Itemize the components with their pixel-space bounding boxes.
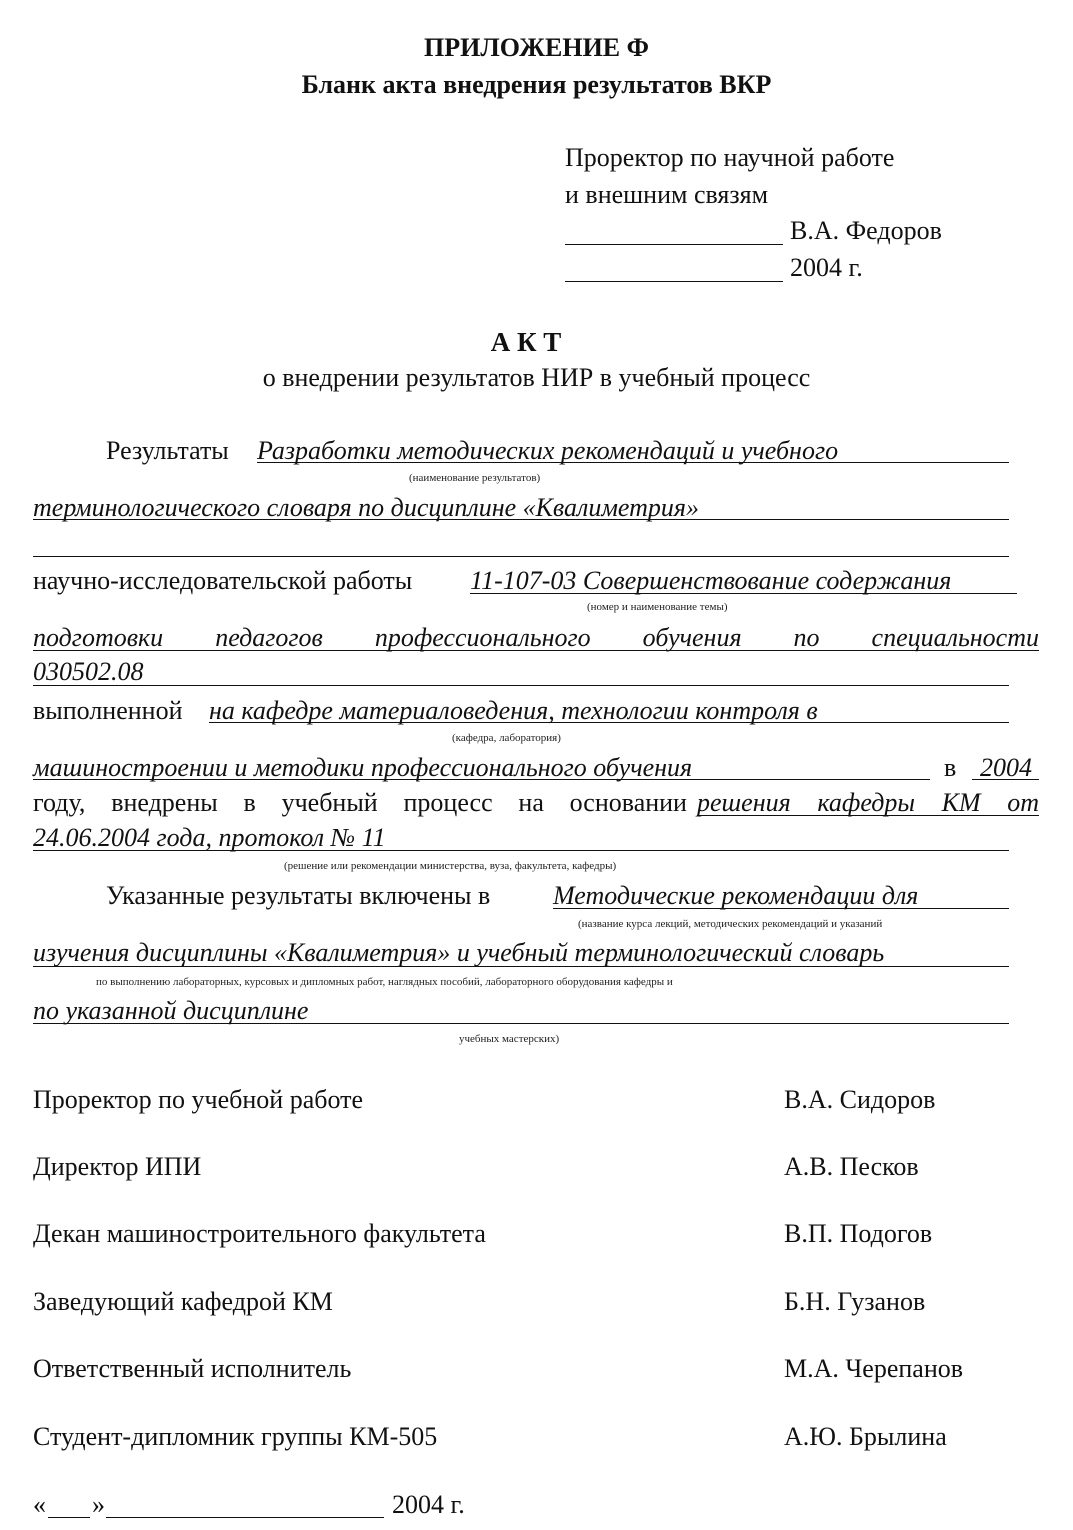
nir-label: научно-исследовательской работы	[33, 566, 413, 595]
dept-underline-2	[33, 779, 930, 780]
year-value: 2004	[980, 753, 1032, 782]
signature-name: А.Ю. Брылина	[784, 1422, 947, 1451]
results-caption: (наименование результатов)	[409, 472, 541, 484]
results-underline-2	[33, 519, 1009, 520]
nir-text-2	[33, 623, 1039, 653]
nir-word: по	[793, 623, 820, 652]
intro-word: внедрены	[111, 788, 218, 817]
approval-line-1: Проректор по научной работе	[565, 143, 895, 172]
nir-underline-2	[33, 650, 1039, 651]
signature-position: Студент-дипломник группы КМ-505	[33, 1422, 438, 1451]
act-title: А К Т	[490, 327, 562, 357]
nir-word: профессионального	[374, 623, 591, 652]
results-text-2: терминологического словаря по дисциплине «Квалиметрия»	[33, 493, 699, 522]
dept-text-1: на кафедре материаловедения, технологии контроля в	[209, 696, 818, 725]
approval-date-line	[565, 281, 783, 282]
year-underline	[972, 779, 1039, 780]
dept-underline-1	[209, 722, 1009, 723]
included-underline-2	[33, 966, 1009, 967]
basis-underline-2	[33, 850, 1009, 851]
nir-underline-1	[470, 593, 1017, 594]
included-caption-3: учебных мастерских)	[459, 1033, 560, 1045]
included-text-2: изучения дисциплины «Квалиметрия» и учебный терминологический словарь	[33, 938, 885, 967]
in-word: в	[944, 753, 957, 782]
signature-name: А.В. Песков	[784, 1152, 919, 1181]
results-text-1: Разработки методических рекомендаций и учебного	[257, 436, 839, 465]
signature-position: Заведующий кафедрой КМ	[33, 1287, 333, 1316]
basis-text-1: решения кафедры КМ от	[697, 788, 1039, 817]
basis-underline-1	[697, 815, 1039, 816]
signature-name: Б.Н. Гузанов	[784, 1287, 926, 1316]
nir-word: обучения	[642, 623, 742, 652]
approval-line-2: и внешним связям	[565, 180, 769, 209]
act-subtitle: о внедрении результатов НИР в учебный процесс	[262, 363, 811, 392]
nir-underline-3	[33, 685, 1009, 686]
included-caption-1: (название курса лекций, методических рекомендаций и указаний	[578, 918, 883, 930]
basis-caption: (решение или рекомендации министерства, вуза, факультета, кафедры)	[284, 860, 617, 872]
dept-text-2: машиностроении и методики профессионального обучения	[33, 753, 693, 782]
intro-word: учебный	[281, 788, 378, 817]
intro-word: в	[243, 788, 256, 817]
date-day-line	[48, 1517, 90, 1518]
intro-word: процесс	[403, 788, 493, 817]
nir-word: специальности	[871, 623, 1039, 652]
results-label: Результаты	[106, 436, 229, 465]
signature-position: Ответственный исполнитель	[33, 1354, 352, 1383]
approval-signer: В.А. Федоров	[790, 216, 942, 245]
included-underline-3	[33, 1023, 1009, 1024]
results-underline-3	[33, 556, 1009, 557]
included-text-1: Методические рекомендации для	[553, 881, 919, 910]
signature-name: В.А. Сидоров	[784, 1085, 936, 1114]
signature-position: Проректор по учебной работе	[33, 1085, 364, 1114]
nir-caption: (номер и наименование темы)	[587, 601, 728, 613]
basis-text-2: 24.06.2004 года, протокол № 11	[33, 823, 386, 852]
nir-word: педагогов	[215, 623, 323, 652]
dept-caption: (кафедра, лаборатория)	[452, 732, 561, 744]
intro-word: основании	[569, 788, 687, 817]
form-title: Бланк акта внедрения результатов ВКР	[301, 70, 772, 99]
date-quote-close: »	[92, 1490, 105, 1519]
date-quote-open: «	[33, 1490, 46, 1519]
included-text-3: по указанной дисциплине	[33, 996, 309, 1025]
date-year: 2004 г.	[392, 1490, 465, 1519]
signature-position: Директор ИПИ	[33, 1152, 202, 1181]
signature-name: М.А. Черепанов	[784, 1354, 964, 1383]
appendix-title: ПРИЛОЖЕНИЕ Ф	[424, 33, 649, 62]
nir-word: подготовки	[33, 623, 164, 652]
signature-position: Декан машиностроительного факультета	[33, 1219, 486, 1248]
done-label: выполненной	[33, 696, 183, 725]
nir-text-3: 030502.08	[33, 657, 144, 686]
results-underline-1	[257, 462, 1009, 463]
included-underline-1	[553, 908, 1009, 909]
signature-name: В.П. Подогов	[784, 1219, 933, 1248]
date-month-line	[106, 1517, 384, 1518]
approval-signature-line	[565, 244, 783, 245]
nir-text-1: 11-107-03 Совершенствование содержания	[470, 566, 952, 595]
approval-year: 2004 г.	[790, 253, 863, 282]
intro-line	[33, 788, 687, 818]
included-caption-2: по выполнению лабораторных, курсовых и дипломных работ, наглядных пособий, лабораторного оборудования кафедры и	[96, 976, 673, 988]
intro-word: на	[518, 788, 544, 817]
included-label: Указанные результаты включены в	[106, 881, 491, 910]
intro-word: году,	[33, 788, 86, 817]
